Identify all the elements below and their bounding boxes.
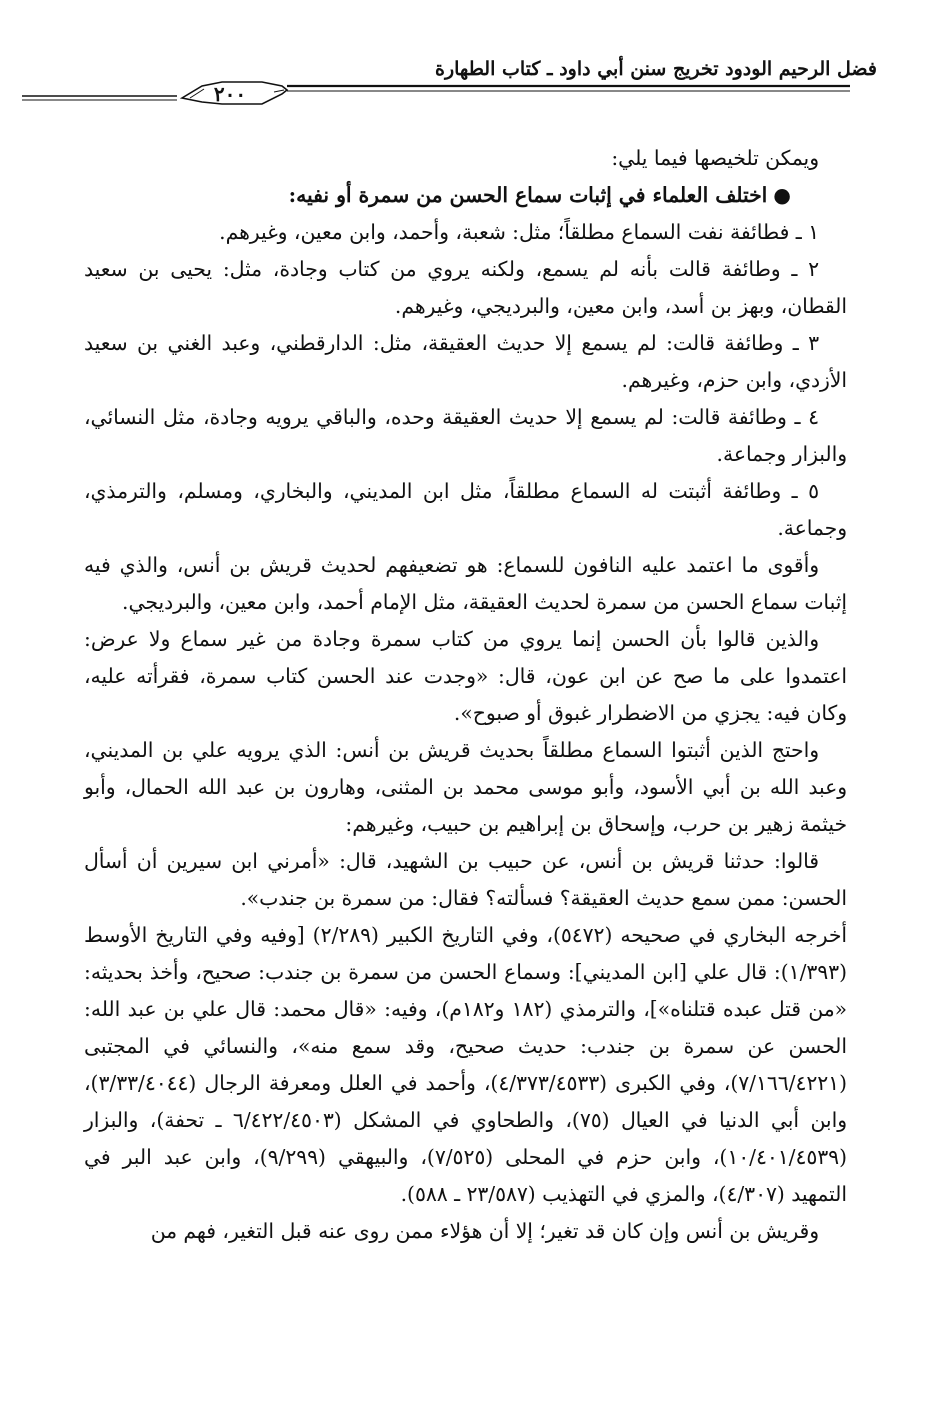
page-number: ٢٠٠ bbox=[213, 82, 247, 106]
paragraph-heading bbox=[84, 177, 847, 214]
list-item-1: ١ ـ فطائفة نفت السماع مطلقاً؛ مثل: شعبة، وأحمد، وابن معين، وغيرهم. bbox=[219, 220, 819, 244]
running-title: فضل الرحيم الودود تخريج سنن أبي داود ـ كتاب الطهارة bbox=[435, 58, 877, 80]
paragraph-intro: ويمكن تلخيصها فيما يلي: bbox=[611, 146, 819, 170]
header-rule bbox=[22, 78, 852, 108]
main-text bbox=[84, 140, 847, 1250]
list-item-5: ٥ ـ وطائفة أثبتت له السماع مطلقاً، مثل ابن المديني، والبخاري، ومسلم، والترمذي، وجماعة. bbox=[84, 479, 847, 540]
header-rule-ornament bbox=[22, 78, 852, 108]
list-item-3: ٣ ـ وطائفة قالت: لم يسمع إلا حديث العقيقة، مثل: الدارقطني، وعبد الغني بن سعيد الأزدي، وابن حزم، وغيرهم. bbox=[84, 331, 847, 392]
paragraph: وقريش بن أنس وإن كان قد تغير؛ إلا أن هؤلاء ممن روى عنه قبل التغير، فهم من bbox=[150, 1219, 819, 1243]
paragraph-takhrij: أخرجه البخاري في صحيحه (٥٤٧٢)، وفي التاريخ الكبير (٢/٢٨٩) [وفيه وفي التاريخ الأوسط (١/٣٩٣): قال علي [ابن المديني]: وسماع الحسن من سمرة بن جندب: صحيح، وأخذ بحديثه: «من قتل عبده قتلناه»]، والترمذي (١٨٢ و١٨٢م)، وفيه: «قال محمد: قال علي بن عبد الله: الحسن عن سمرة بن جندب: حديث صحيح، وقد سمع منه»، والنسائي في المجتبى (٧/١٦٦/٤٢٢١)، وفي الكبرى (٤/٣٧٣/٤٥٣٣)، وأحمد في العلل ومعرفة الرجال (٣/٣٣/٤٠٤٤)، وابن أبي الدنيا في العيال (٧٥)، والطحاوي في المشكل (٦/٤٢٢/٤٥٠٣ ـ تحفة)، والبزار (١٠/٤٠١/٤٥٣٩)، وابن حزم في المحلى (٧/٥٢٥)، والبيهقي (٩/٢٩٩)، وابن عبد البر في التمهيد (٤/٣٠٧)، والمزي في التهذيب (٢٣/٥٨٧ ـ ٥٨٨). bbox=[84, 923, 848, 1206]
list-item-4: ٤ ـ وطائفة قالت: لم يسمع إلا حديث العقيقة وحده، والباقي يرويه وجادة، مثل النسائي، والبزار وجماعة. bbox=[84, 405, 847, 466]
paragraph: قالوا: حدثنا قريش بن أنس، عن حبيب بن الشهيد، قال: «أمرني ابن سيرين أن أسأل الحسن: ممن سمع حديث العقيقة؟ فسألته؟ فقال: من سمرة بن جندب». bbox=[84, 849, 847, 910]
list-item-2: ٢ ـ وطائفة قالت بأنه لم يسمع، ولكنه يروي من كتاب وجادة، مثل: يحيى بن سعيد القطان، وبهز بن أسد، وابن معين، والبرديجي، وغيرهم. bbox=[84, 257, 847, 318]
paragraph: والذين قالوا بأن الحسن إنما يروي من كتاب سمرة وجادة من غير سماع ولا عرض: اعتمدوا على ما صح عن ابن عون، قال: «وجدت عند الحسن كتاب سمرة، فقرأته عليه، وكان فيه: يجزي من الاضطرار غبوق أو صبوح». bbox=[84, 627, 847, 725]
paragraph: واحتج الذين أثبتوا السماع مطلقاً بحديث قريش بن أنس: الذي يرويه علي بن المديني، وعبد الله بن أبي الأسود، وأبو موسى محمد بن المثنى، وهارون بن عبد الله الحمال، وأبو خيثمة زهير بن حرب، وإسحاق بن إبراهيم بن حبيب، وغيرهم: bbox=[84, 738, 847, 836]
bullet-icon: ● bbox=[773, 183, 791, 207]
heading-text: اختلف العلماء في إثبات سماع الحسن من سمرة أو نفيه: bbox=[288, 183, 768, 207]
paragraph: وأقوى ما اعتمد عليه النافون للسماع: هو تضعيفهم لحديث قريش بن أنس، والذي فيه إثبات سماع الحسن من سمرة لحديث العقيقة، مثل الإمام أحمد، وابن معين، والبرديجي. bbox=[84, 553, 847, 614]
